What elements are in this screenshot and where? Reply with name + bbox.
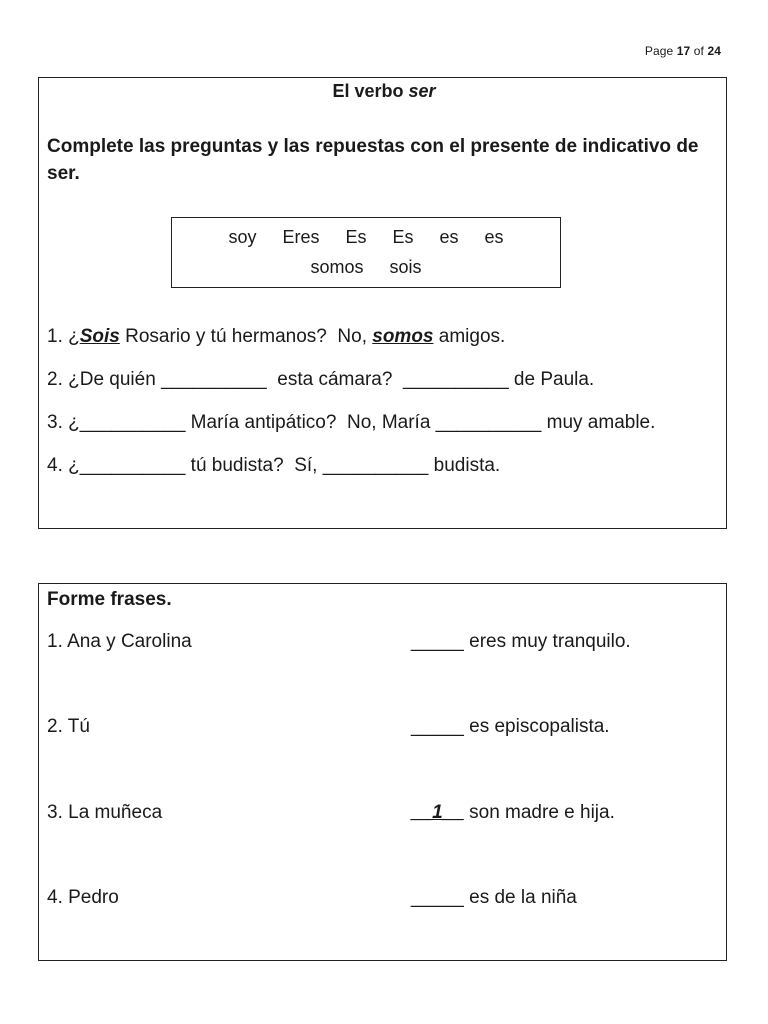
exercise-3: 3. ¿__________ María antipático? No, María __________ muy amable. bbox=[47, 412, 656, 433]
word-bank-word: somos bbox=[310, 257, 364, 277]
word-bank-word: es bbox=[484, 227, 504, 247]
match-left-item: 4. Pedro bbox=[47, 887, 119, 908]
match-right-item bbox=[411, 716, 610, 738]
page-total: 24 bbox=[707, 44, 721, 58]
section-title bbox=[0, 81, 768, 102]
match-blank-filled: __1__ bbox=[411, 802, 464, 823]
word-bank-word: sois bbox=[389, 257, 422, 277]
exercise-1 bbox=[47, 326, 505, 348]
word-bank-word: Es bbox=[392, 227, 414, 247]
match-right-item bbox=[411, 887, 577, 909]
word-bank bbox=[171, 217, 561, 288]
word-bank-word: Eres bbox=[282, 227, 320, 247]
match-blank: _____ bbox=[411, 887, 464, 908]
match-blank: _____ bbox=[411, 716, 464, 737]
exercise-4: 4. ¿__________ tú budista? Sí, __________ budista. bbox=[47, 455, 501, 476]
instructions: Complete las preguntas y las repuestas con el presente de indicativo de ser. bbox=[47, 136, 699, 184]
match-left-item: 1. Ana y Carolina bbox=[47, 631, 192, 652]
match-left-item: 3. La muñeca bbox=[47, 802, 163, 823]
page-of: of bbox=[693, 44, 704, 58]
page-number bbox=[645, 44, 721, 58]
match-blank: _____ bbox=[411, 631, 464, 652]
match-right-item bbox=[411, 631, 631, 653]
word-bank-word: Es bbox=[345, 227, 367, 247]
word-bank-row-1 bbox=[172, 222, 560, 252]
forme-frases-title: Forme frases. bbox=[47, 589, 172, 610]
match-text: es episcopalista. bbox=[463, 716, 610, 737]
exercise-1-answer-2: somos bbox=[372, 326, 434, 347]
title-italic: ser bbox=[408, 81, 436, 101]
page-prefix: Page bbox=[644, 44, 674, 58]
match-text: son madre e hija. bbox=[463, 802, 615, 823]
page-current: 17 bbox=[676, 44, 691, 58]
exercise-1-mid: Rosario y tú hermanos? No, bbox=[119, 326, 373, 347]
match-right-item bbox=[411, 802, 615, 824]
word-bank-row-2 bbox=[172, 252, 560, 282]
match-text: es de la niña bbox=[463, 887, 577, 908]
exercise-1-answer-1: Sois bbox=[79, 326, 120, 347]
word-bank-word: soy bbox=[228, 227, 257, 247]
word-bank-word: es bbox=[439, 227, 459, 247]
exercise-1-end: amigos. bbox=[433, 326, 506, 347]
match-left-item: 2. Tú bbox=[47, 716, 90, 737]
match-text: eres muy tranquilo. bbox=[463, 631, 631, 652]
exercise-1-num: 1. ¿ bbox=[47, 326, 80, 347]
exercise-2: 2. ¿De quién __________ esta cámara? __________ de Paula. bbox=[47, 369, 595, 390]
title-plain: El verbo bbox=[332, 81, 404, 101]
